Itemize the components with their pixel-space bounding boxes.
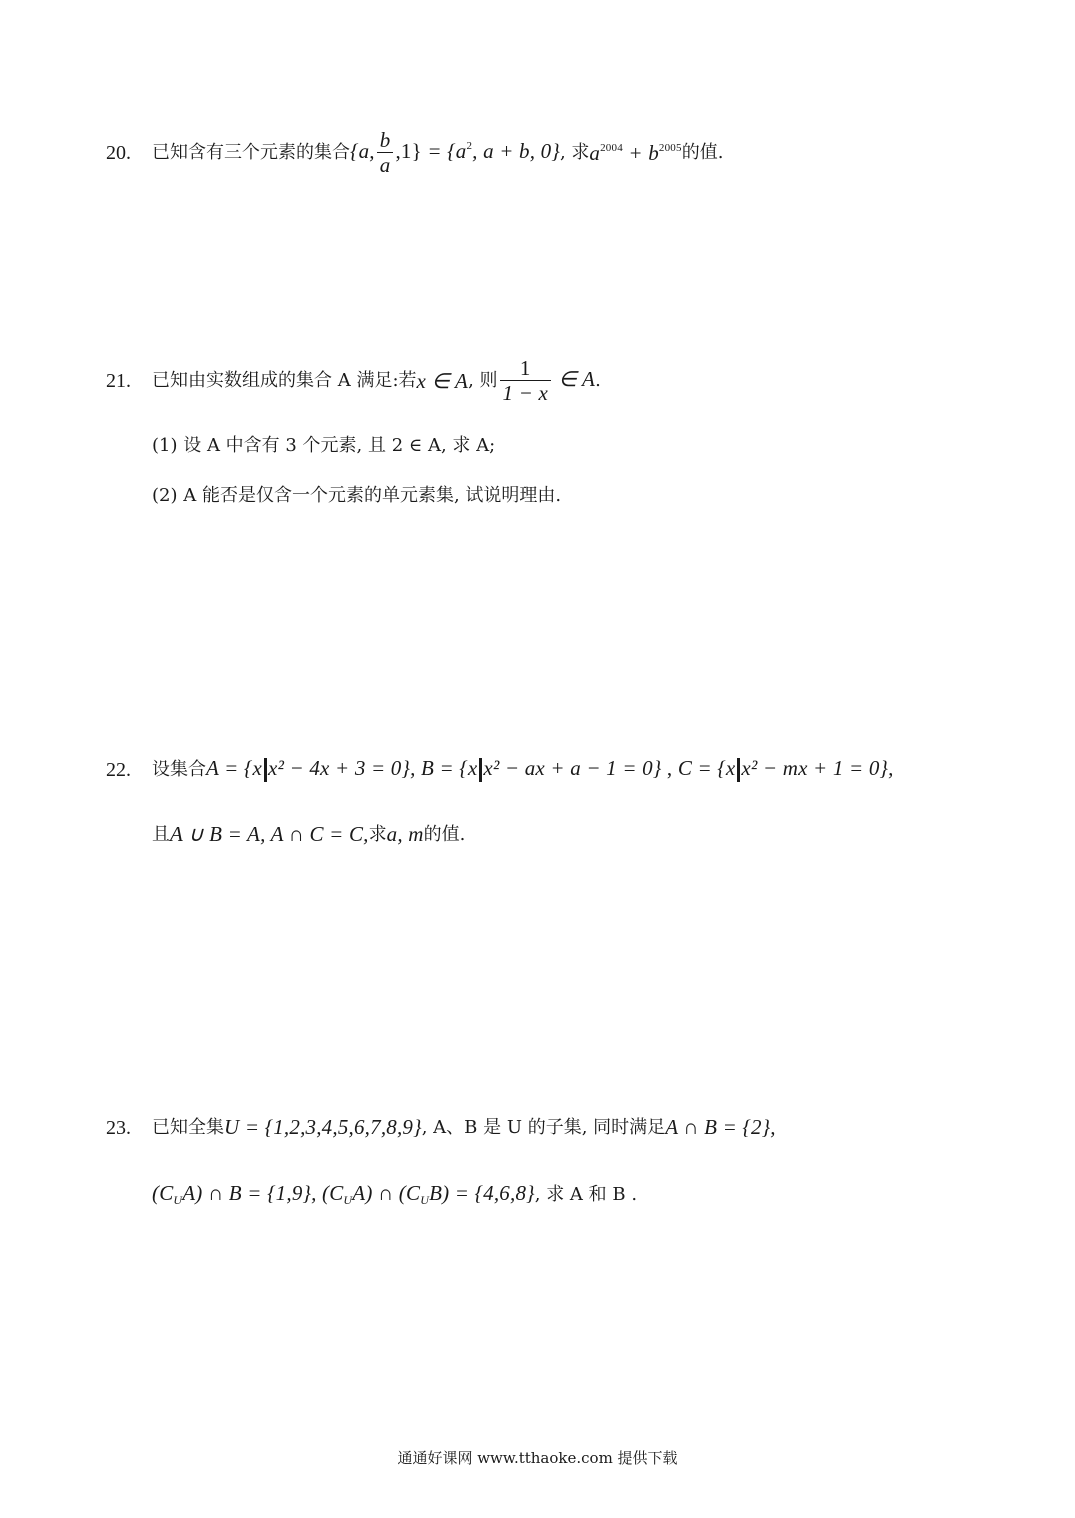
subscript: U	[420, 1193, 430, 1207]
question-text: 的值.	[681, 142, 724, 164]
set-c-head: C = {x	[677, 756, 736, 780]
set-a-body: x² − 4x + 3 = 0}, B = {x	[268, 756, 478, 780]
math-expression: x ∈ A	[416, 368, 469, 393]
question-number: 21.	[106, 370, 131, 393]
math-expression: U = {1,2,3,4,5,6,7,8,9}	[224, 1115, 422, 1139]
fraction	[377, 128, 394, 178]
question-text: 已知全集	[152, 1116, 224, 1138]
set-a-head: A = {x	[206, 756, 263, 780]
set-c-body: x² − mx + 1 = 0},	[741, 756, 894, 780]
question-number: 20.	[106, 142, 131, 165]
question-text: 已知由实数组成的集合 A 满足:若	[152, 370, 417, 392]
exponent: 2005	[658, 141, 682, 154]
exponent: 2004	[600, 141, 623, 154]
question-number: 23.	[106, 1116, 131, 1139]
question-text: , 求	[559, 142, 590, 164]
math-membership: ∈ A	[553, 366, 596, 391]
set-builder-bar	[479, 758, 482, 782]
question-text: 且	[152, 823, 170, 845]
separator: ,	[661, 756, 678, 780]
subscript: U	[173, 1193, 183, 1207]
question-20	[106, 128, 723, 178]
set-builder-bar	[264, 758, 267, 782]
question-21-part-1: (1) 设 A 中含有 3 个元素, 且 2 ∈ A, 求 A;	[152, 435, 496, 456]
question-text: 的值.	[423, 823, 466, 845]
fraction-numerator: 1	[519, 356, 531, 380]
question-number: 22.	[106, 759, 131, 782]
subscript: U	[343, 1193, 353, 1207]
question-21-part-2: (2) A 能否是仅含一个元素的单元素集, 试说明理由.	[152, 485, 562, 506]
math-expression	[589, 140, 682, 165]
question-21	[106, 356, 601, 406]
fraction-numerator: b	[379, 128, 391, 152]
question-text: , 则	[468, 370, 498, 392]
question-text: .	[595, 370, 601, 392]
math-expression	[350, 128, 560, 178]
question-text: 求	[368, 823, 387, 845]
math-expression	[152, 1183, 535, 1206]
exponent: 2	[466, 139, 473, 152]
fraction-denominator: a	[377, 152, 394, 178]
math-part: A) ∩ B = {1,9}, (C	[182, 1181, 344, 1205]
question-23-line-2	[152, 1183, 637, 1206]
page-footer: 通通好课网 www.tthaoke.com 提供下载	[397, 1449, 678, 1467]
math-set-end: ,1}	[395, 138, 422, 163]
question-text: 已知含有三个元素的集合	[152, 142, 350, 164]
question-text: , A、B 是 U 的子集, 同时满足	[421, 1116, 666, 1138]
fraction	[500, 356, 552, 406]
question-22	[106, 758, 894, 782]
math-part: A) ∩ (C	[352, 1181, 421, 1205]
math-part: B) = {4,6,8}	[429, 1181, 535, 1205]
set-b-body: x² − ax + a − 1 = 0}	[483, 756, 662, 780]
math-equals-set: = {a	[421, 138, 467, 163]
question-23	[106, 1117, 776, 1138]
question-text: 设集合	[152, 759, 206, 781]
math-expression: A ∪ B = A, A ∩ C = C,	[170, 822, 369, 846]
math-var: a	[589, 140, 601, 165]
math-expression	[206, 758, 894, 782]
math-expression	[498, 356, 596, 406]
fraction-denominator: 1 − x	[500, 380, 552, 406]
question-22-line-2	[152, 824, 465, 845]
math-set-start: {a,	[350, 138, 375, 163]
complement-open: (C	[152, 1181, 174, 1205]
math-var: + b	[622, 140, 659, 165]
set-builder-bar	[737, 758, 740, 782]
math-expression: A ∩ B = {2},	[665, 1115, 776, 1139]
math-expression: a, m	[386, 822, 424, 846]
math-set-tail: , a + b, 0}	[472, 138, 560, 163]
question-text: , 求 A 和 B .	[534, 1183, 638, 1205]
